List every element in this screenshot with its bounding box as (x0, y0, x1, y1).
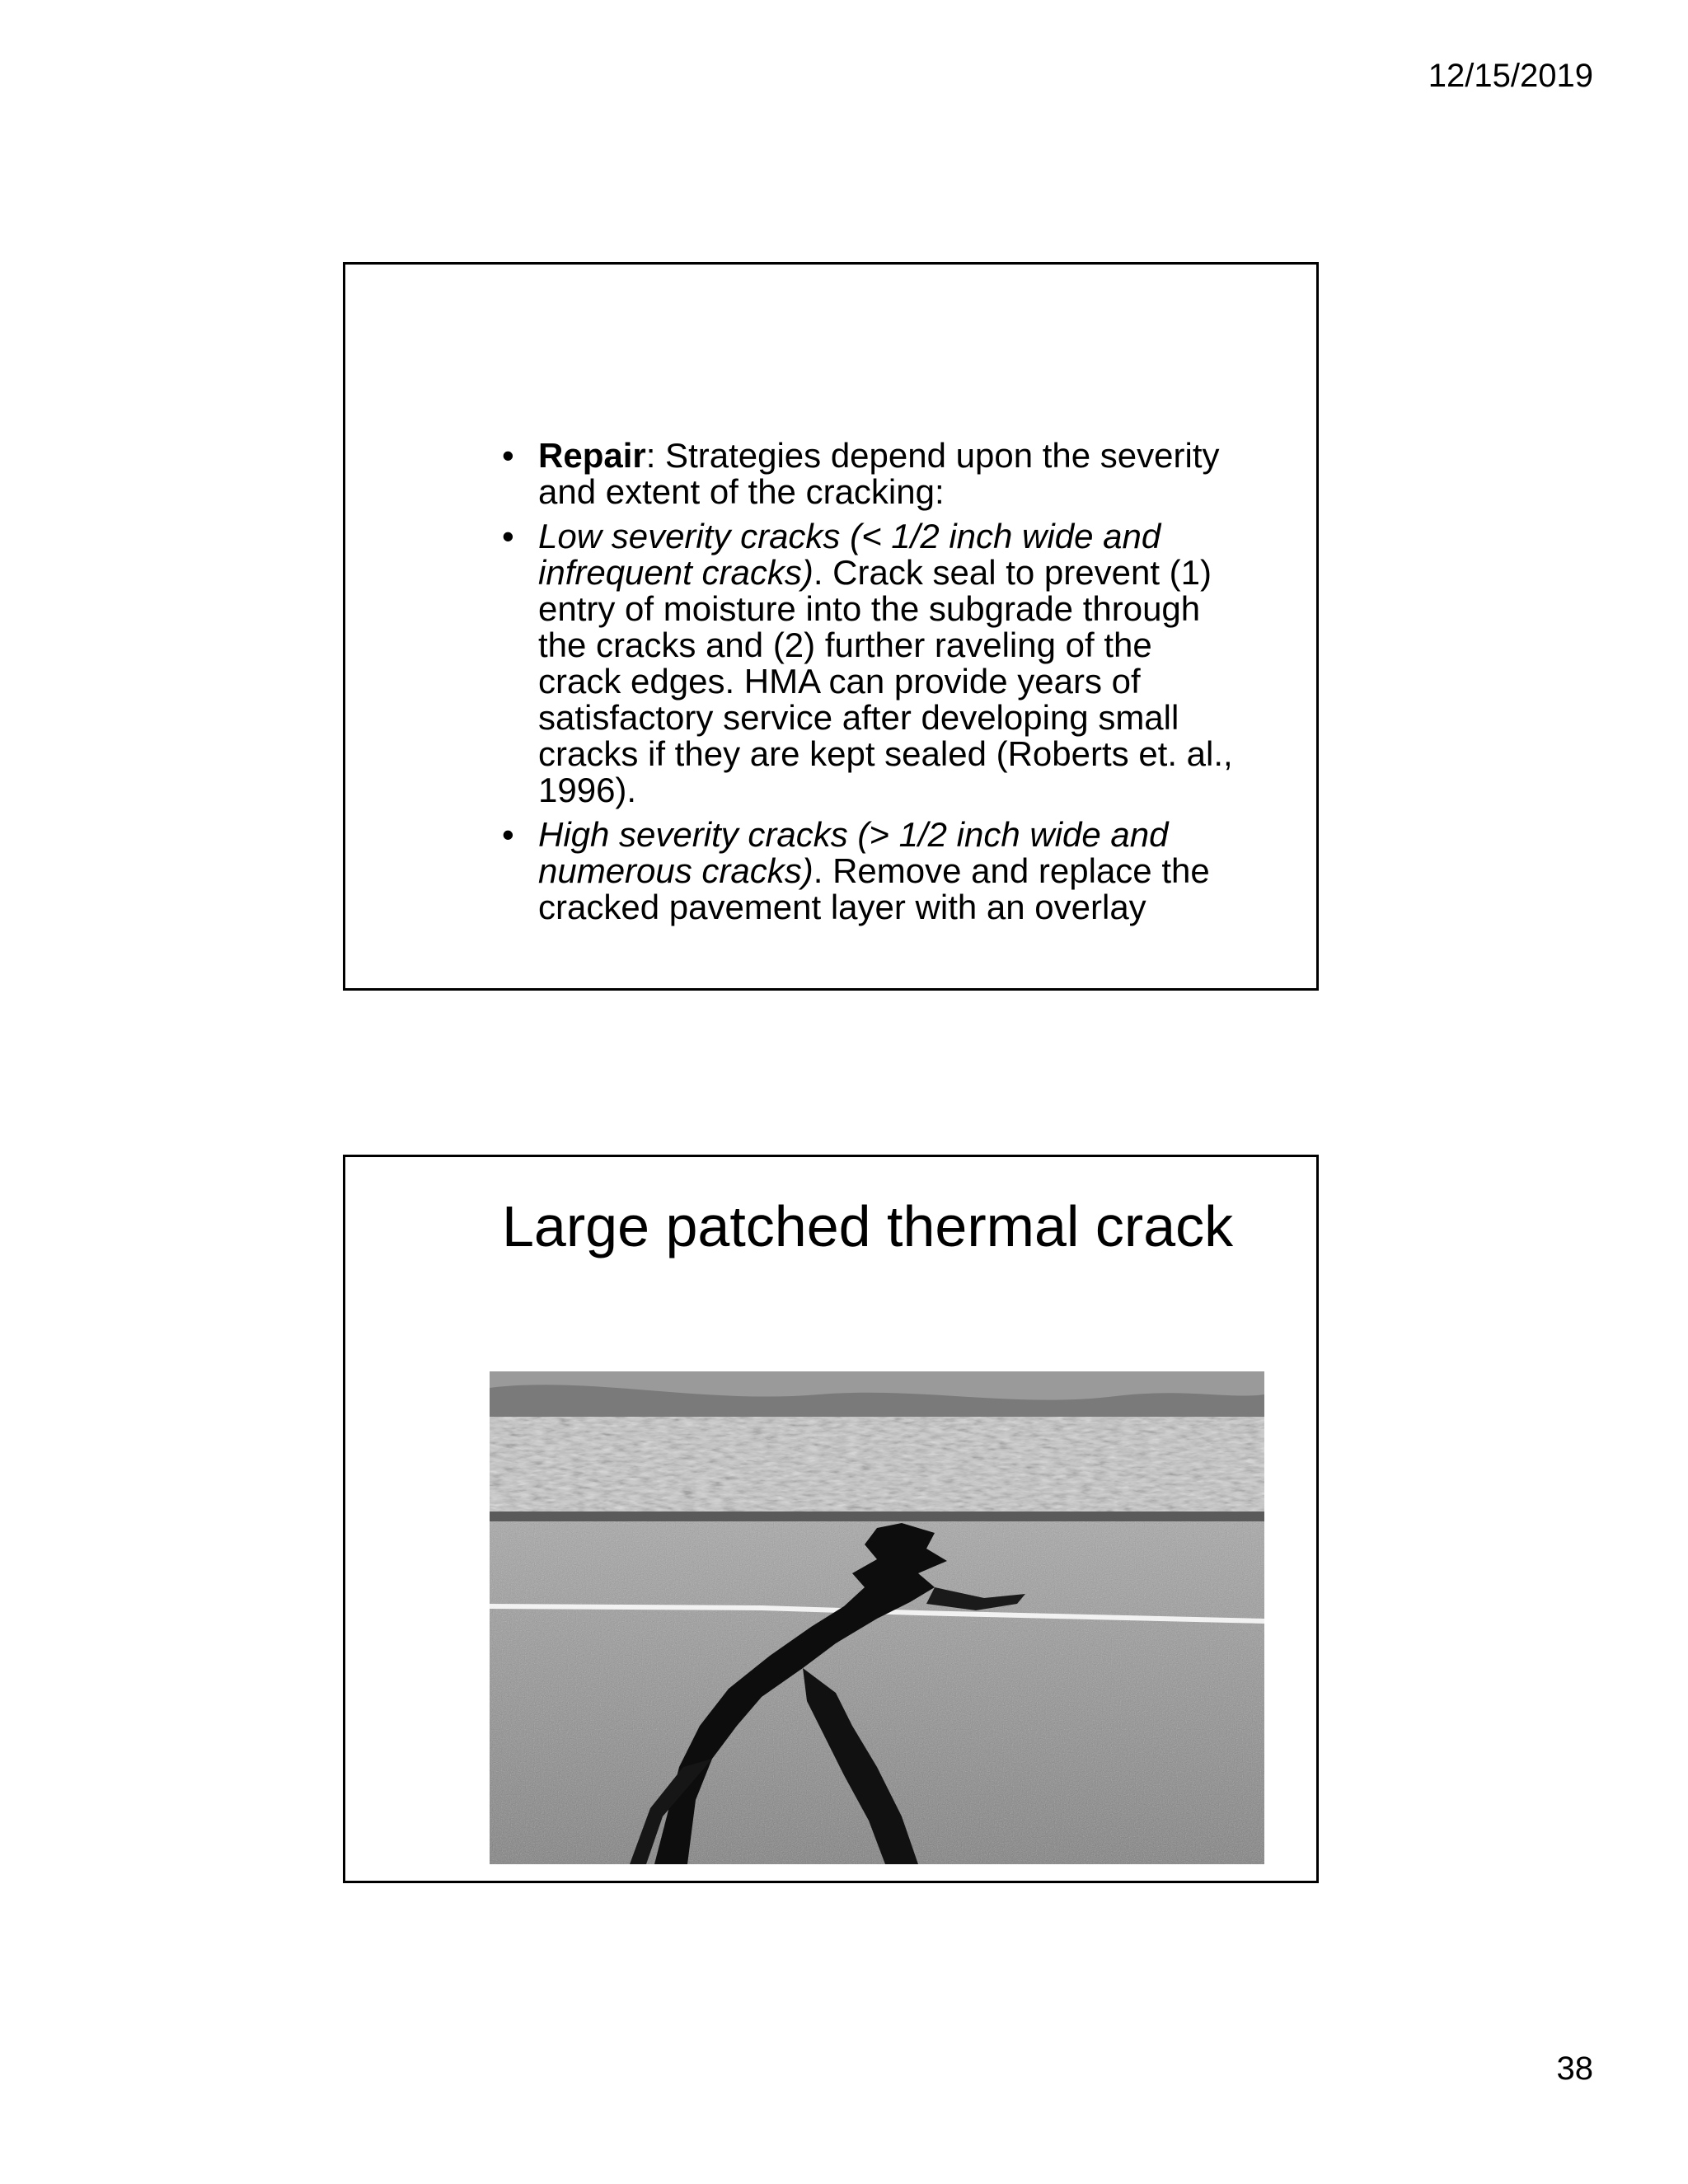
page-number: 38 (1556, 2050, 1593, 2087)
bullet-text: . Remove and replace the cracked pavement layer with an overlay (538, 851, 1210, 926)
crack-photo (490, 1371, 1264, 1864)
bullet-dot: • (502, 517, 514, 555)
bullet-text: : Strategies depend upon the severity and extent of the cracking: (538, 436, 1220, 511)
slide-repair-strategies (343, 262, 1319, 991)
bullet-lead: High severity cracks (> 1/2 inch wide and numerous cracks) (538, 815, 1169, 890)
bullet-list (502, 438, 1244, 934)
page-date: 12/15/2019 (1428, 58, 1593, 94)
bullet-dot: • (502, 815, 514, 854)
bullet-repair (502, 438, 1244, 510)
bullet-high-severity (502, 817, 1244, 926)
bullet-dot: • (502, 436, 514, 475)
bullet-lead: Repair (538, 436, 646, 475)
slide-title: Large patched thermal crack (502, 1194, 1234, 1258)
bullet-low-severity (502, 518, 1244, 808)
bullet-lead: Low severity cracks (< 1/2 inch wide and infrequent cracks) (538, 517, 1161, 592)
bullet-text: . Crack seal to prevent (1) entry of moisture into the subgrade through the cracks and (2) further raveling of the crack edges. HMA can provide years of satisfactory service after developing small cracks if they are kept sealed (Roberts et. al., 1996). (538, 553, 1233, 809)
crack-photo-graphic (490, 1371, 1264, 1864)
slide-patched-crack (343, 1155, 1319, 1883)
